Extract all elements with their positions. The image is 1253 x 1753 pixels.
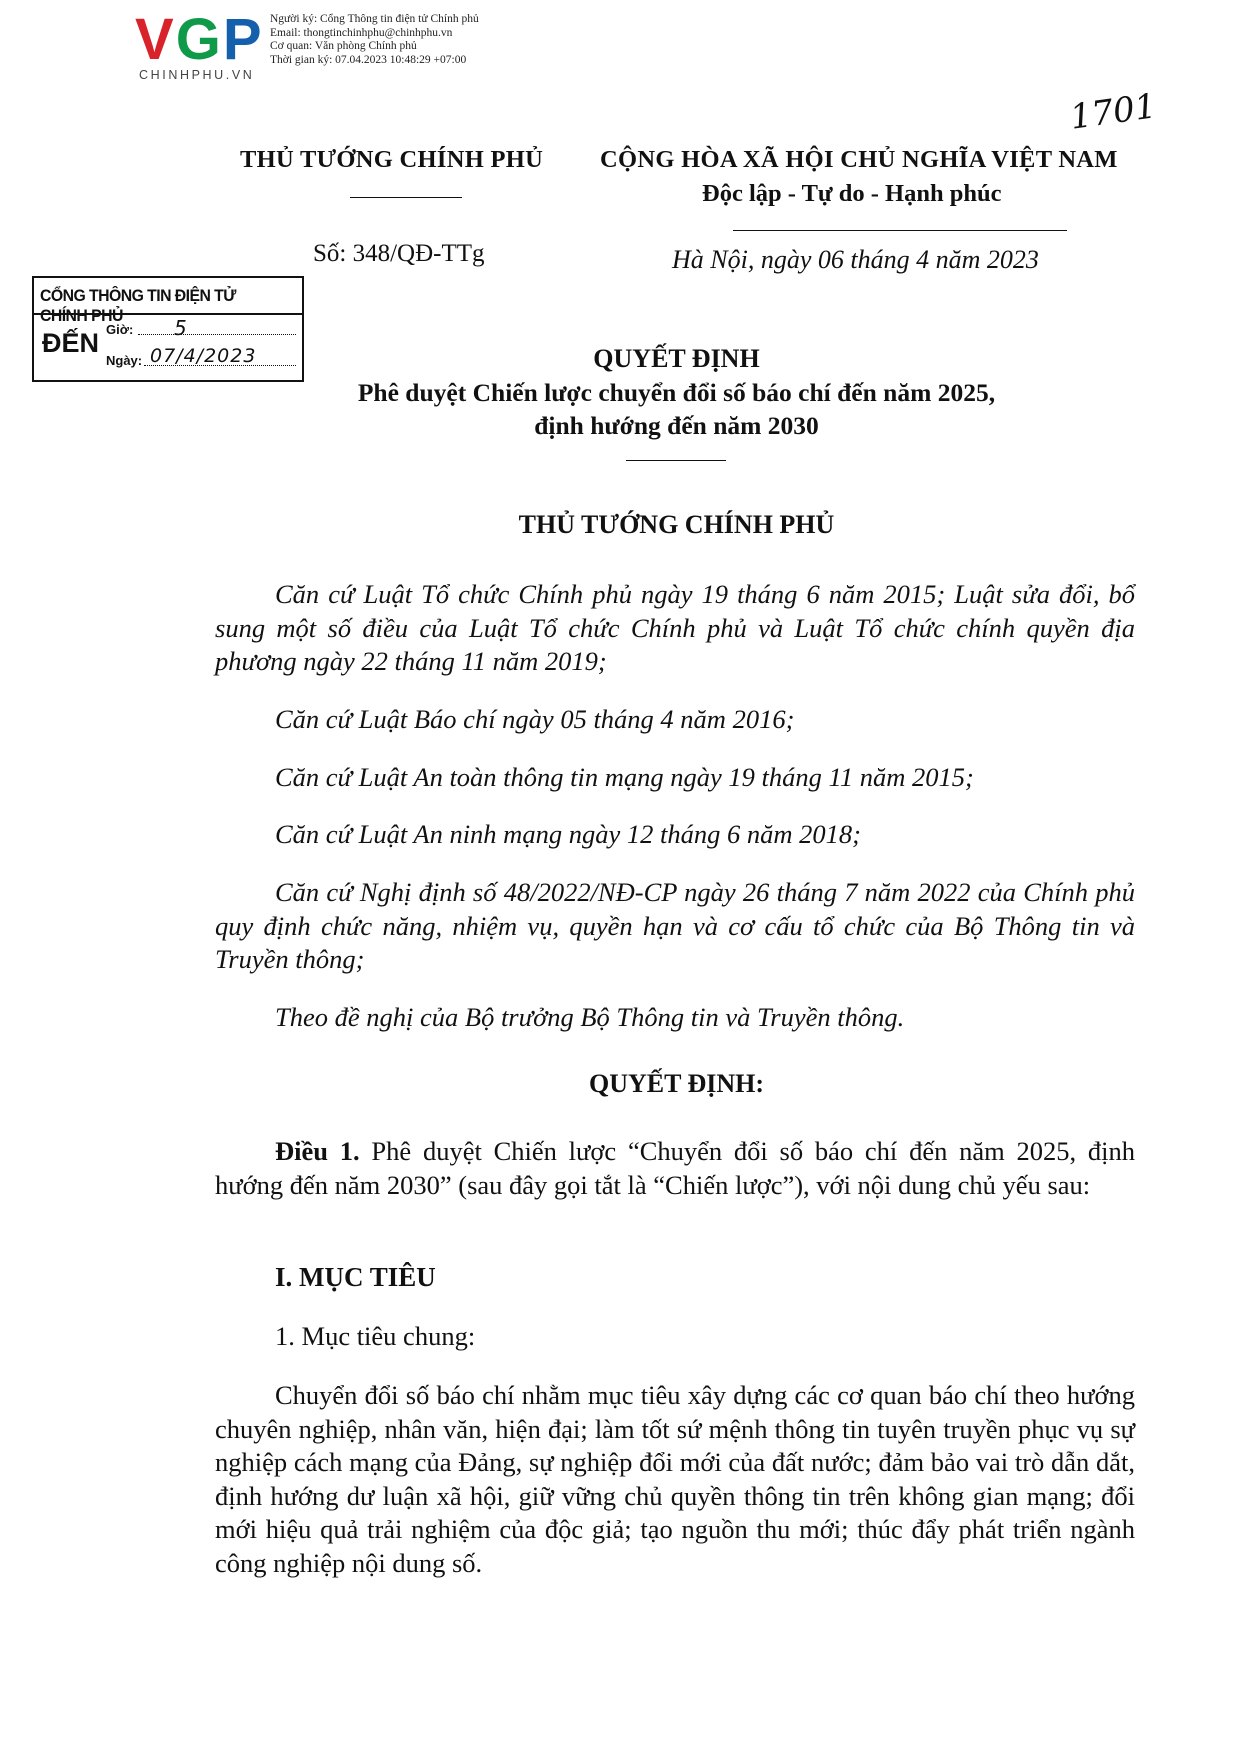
logo-g: G — [175, 7, 223, 72]
digital-signature — [270, 13, 479, 67]
stamp-gio-value: 5 — [174, 316, 187, 340]
section-heading: I. MỤC TIÊU — [275, 1262, 436, 1292]
header-issuer-underline — [350, 197, 462, 198]
logo-letters — [135, 8, 264, 72]
signature-email: Email: thongtinchinhphu@chinhphu.vn — [270, 26, 453, 39]
decision-title: QUYẾT ĐỊNH — [593, 344, 760, 373]
vgp-logo — [135, 8, 275, 83]
signature-signer: Người ký: Cổng Thông tin điện tử Chính phủ — [270, 13, 479, 25]
signature-agency: Cơ quan: Văn phòng Chính phủ — [270, 40, 417, 52]
article-1 — [215, 1135, 1135, 1202]
handwritten-note: 1701 — [1067, 86, 1159, 138]
stamp-ngay-value: 07/4/2023 — [150, 345, 257, 367]
legal-basis-3: Căn cứ Luật An toàn thông tin mạng ngày 19 tháng 11 năm 2015; — [275, 762, 974, 792]
legal-basis-5: Căn cứ Nghị định số 48/2022/NĐ-CP ngày 26 tháng 7 năm 2022 của Chính phủ quy định chức năng, nhiệm vụ, quyền hạn và cơ cấu tổ chức của Bộ Thông tin và Truyền thông; — [215, 877, 1135, 974]
header-issuer: THỦ TƯỚNG CHÍNH PHỦ — [240, 146, 544, 173]
header-motto: Độc lập - Tự do - Hạnh phúc — [702, 180, 1002, 207]
legal-basis-6: Theo đề nghị của Bộ trưởng Bộ Thông tin và Truyền thông. — [275, 1002, 905, 1032]
legal-basis-4: Căn cứ Luật An ninh mạng ngày 12 tháng 6 năm 2018; — [275, 819, 861, 849]
signature-time: Thời gian ký: 07.04.2023 10:48:29 +07:00 — [270, 53, 467, 66]
logo-v: V — [135, 7, 176, 72]
decision-subject-line1: Phê duyệt Chiến lược chuyển đổi số báo chí đến năm 2025, — [357, 378, 996, 407]
decision-heading: QUYẾT ĐỊNH: — [588, 1069, 765, 1098]
stamp-divider — [34, 313, 302, 315]
stamp-ngay-label: Ngày: — [106, 353, 143, 368]
article-1-text: Phê duyệt Chiến lược “Chuyển đổi số báo chí đến năm 2025, định hướng đến năm 2030” (sau đây gọi tắt là “Chiến lược”), với nội dung chủ yếu sau: — [215, 1136, 1136, 1200]
logo-p: P — [222, 7, 264, 72]
stamp-gio-label: Giờ: — [106, 322, 134, 337]
stamp-title: CỔNG THÔNG TIN ĐIỆN TỬ CHÍNH PHỦ — [40, 286, 236, 325]
decision-subject-line2: định hướng đến năm 2030 — [534, 411, 819, 440]
title-underline — [626, 460, 726, 461]
stamp-gio-dots — [138, 334, 296, 335]
place-date: Hà Nội, ngày 06 tháng 4 năm 2023 — [672, 245, 1039, 274]
document-number: Số: 348/QĐ-TTg — [313, 240, 485, 267]
logo-subtitle: CHINHPHU.VN — [139, 68, 255, 82]
legal-basis-2: Căn cứ Luật Báo chí ngày 05 tháng 4 năm 2016; — [275, 704, 795, 734]
article-1-label: Điều 1. — [275, 1136, 360, 1166]
legal-basis-1: Căn cứ Luật Tổ chức Chính phủ ngày 19 tháng 6 năm 2015; Luật sửa đổi, bổ sung một số điều của Luật Tổ chức Chính phủ và Luật Tổ chức chính quyền địa phương ngày 22 tháng 11 năm 2019; — [215, 579, 1135, 676]
goal-heading: 1. Mục tiêu chung: — [275, 1321, 476, 1351]
stamp-den: ĐẾN — [42, 328, 100, 358]
issuer-heading: THỦ TƯỚNG CHÍNH PHỦ — [518, 510, 835, 539]
goal-paragraph: Chuyển đổi số báo chí nhằm mục tiêu xây dựng các cơ quan báo chí theo hướng chuyên nghiệp, nhân văn, hiện đại; làm tốt sứ mệnh thông tin tuyên truyền phục vụ sự nghiệp cách mạng của Đảng, sự nghiệp đổi mới của đất nước; đảm bảo vai trò dẫn dắt, định hướng dư luận xã hội, giữ vững chủ quyền thông tin trên không gian mạng; đổi mới hiệu quả trải nghiệm của độc giả; tạo nguồn thu mới; thúc đẩy phát triển ngành công nghiệp nội dung số. — [215, 1380, 1135, 1578]
header-motto-underline — [733, 230, 1067, 231]
header-country: CỘNG HÒA XÃ HỘI CHỦ NGHĨA VIỆT NAM — [600, 146, 1118, 173]
